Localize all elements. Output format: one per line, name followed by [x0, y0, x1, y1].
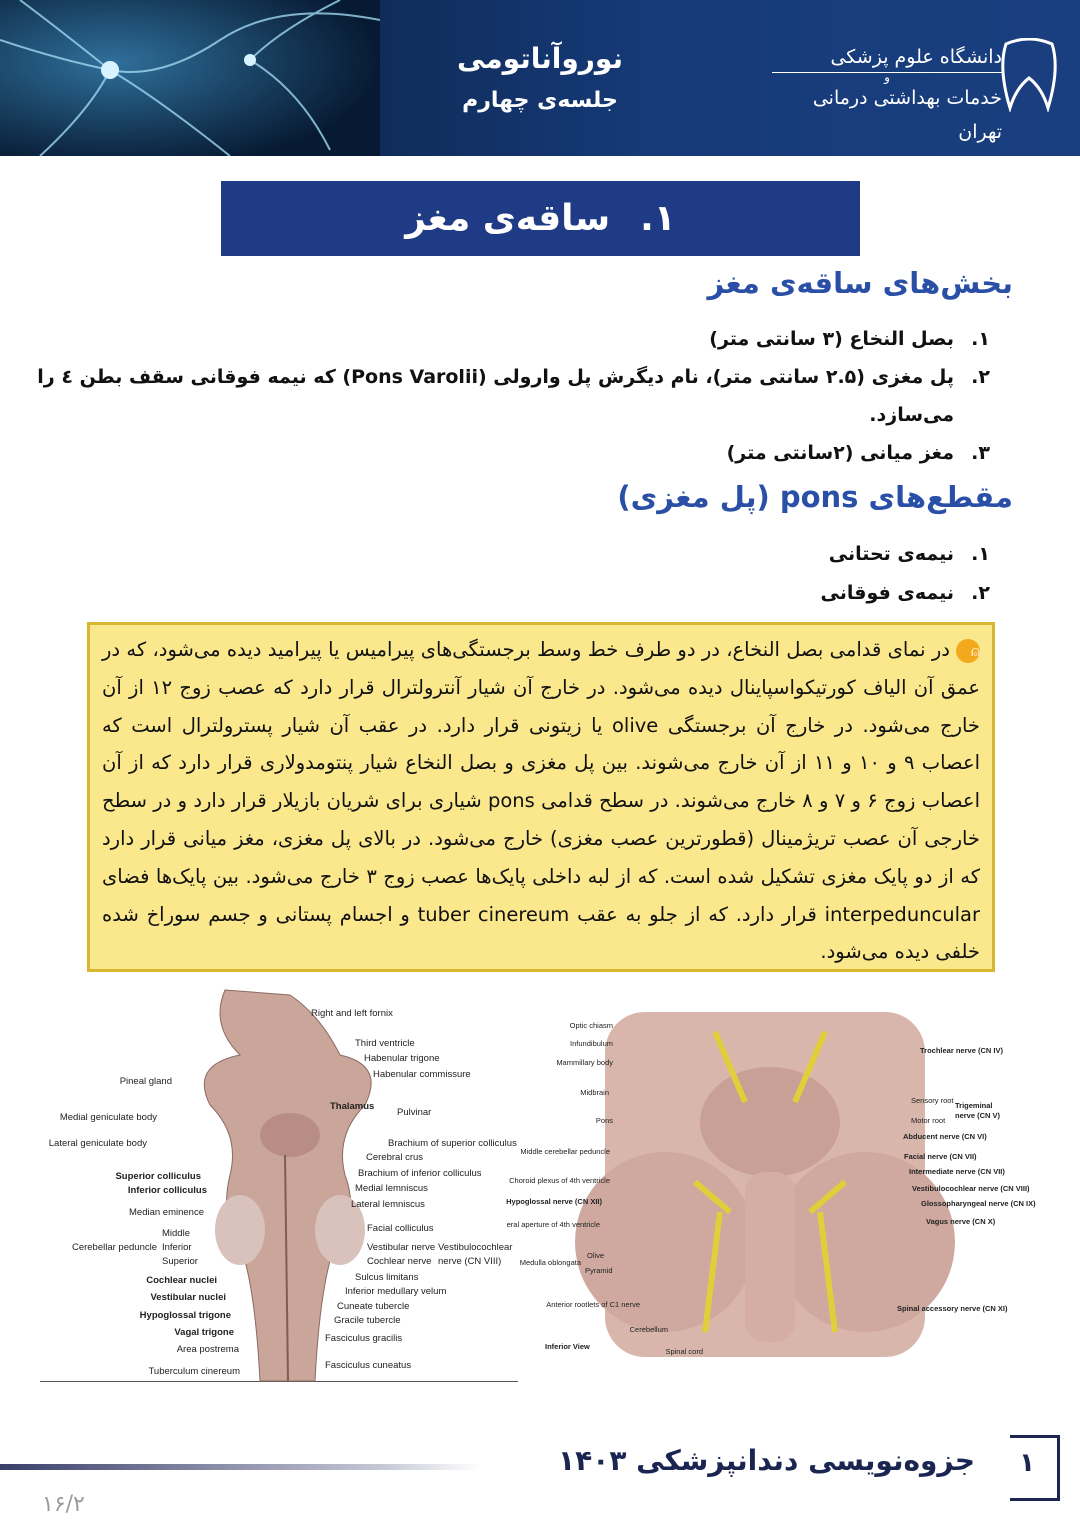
list-item	[821, 582, 990, 604]
figure-label: Cerebellar peduncle	[71, 1242, 157, 1253]
footer-divider	[0, 1464, 480, 1470]
figure-label: Fasciculus gracilis	[325, 1333, 403, 1344]
figure-label: Lateral lemniscus	[351, 1199, 425, 1210]
figure-label: Sulcus limitans	[355, 1272, 419, 1283]
figure-label: Pons	[595, 1116, 613, 1125]
figure-label: Vestibular nuclei	[150, 1292, 226, 1303]
figure-label: Trigeminal	[955, 1101, 993, 1110]
figure-label: Fasciculus cuneatus	[325, 1360, 412, 1371]
session-title: جلسه‌ی چهارم	[462, 88, 618, 113]
figure-label: eral aperture of 4th ventricle	[506, 1220, 600, 1229]
section-title-text: ساقه‌ی مغز	[405, 198, 611, 239]
neuron-banner-image	[0, 0, 380, 156]
figure-label: Medial geniculate body	[59, 1112, 157, 1123]
figure-label: Hypoglossal trigone	[139, 1310, 231, 1321]
figure-label: Cochlear nuclei	[146, 1275, 217, 1286]
item-number: ۲.	[971, 582, 990, 604]
item-text: نیمه‌ی فوقانی	[820, 582, 954, 604]
figure-label: Choroid plexus of 4th ventricle	[509, 1176, 610, 1185]
figure-label: Olive	[587, 1251, 605, 1260]
figure-label: Cuneate tubercle	[337, 1301, 410, 1312]
item-text: نیمه‌ی تحتانی	[828, 543, 954, 565]
figure-label: Thalamus	[330, 1101, 375, 1112]
figure-label: Glossopharyngeal nerve (CN IX)	[921, 1199, 1036, 1208]
figure-label: Spinal cord	[665, 1347, 703, 1356]
section-number: ۱.	[640, 198, 676, 239]
list-item	[829, 543, 990, 565]
figure-label: nerve (CN V)	[955, 1111, 1001, 1120]
figure-label: Superior colliculus	[115, 1171, 201, 1182]
figure-label: Spinal accessory nerve (CN XI)	[897, 1304, 1008, 1313]
figure-label: Vestibulocochlear	[438, 1242, 513, 1253]
course-title: نوروآناتومی	[457, 42, 623, 75]
figure-label: Medulla oblongata	[519, 1258, 581, 1267]
list-item-continuation: می‌سازد.	[869, 404, 954, 426]
brainstem-dorsal-figure	[40, 985, 518, 1382]
figure-label: Habenular trigone	[364, 1053, 440, 1064]
figure-label: Cerebral crus	[366, 1152, 424, 1163]
figure-label: Habenular commissure	[373, 1069, 471, 1080]
figure-label: Inferior colliculus	[127, 1185, 207, 1196]
figure-label: Right and left fornix	[311, 1008, 393, 1019]
page-number: ۱	[1019, 1448, 1035, 1478]
item-text: بصل النخاع (۳ سانتی متر)	[709, 328, 954, 350]
page-fraction: ۱۶/۲	[42, 1492, 85, 1517]
figure-label: Intermediate nerve (CN VII)	[909, 1167, 1005, 1176]
brainstem-dorsal-illustration	[40, 985, 518, 1382]
figure-label: Middle	[162, 1228, 190, 1239]
figure-label: Vagus nerve (CN X)	[926, 1217, 996, 1226]
item-number: ۳.	[971, 442, 990, 464]
footer-title: جزوه‌نویسی دندانپزشکی ۱۴۰۳	[558, 1444, 975, 1477]
figure-label: Midbrain	[580, 1088, 609, 1097]
list-item	[709, 328, 990, 350]
figure-label: Infundibulum	[570, 1039, 613, 1048]
figure-label: Third ventricle	[355, 1038, 415, 1049]
figure-label: Inferior View	[545, 1342, 590, 1351]
figure-label: Cochlear nerve	[367, 1256, 432, 1267]
figure-label: Vestibulocochlear nerve (CN VIII)	[912, 1184, 1030, 1193]
figure-label: Lateral geniculate body	[48, 1138, 147, 1149]
figure-label: Vagal trigone	[174, 1327, 234, 1338]
university-line-2: و	[884, 70, 890, 84]
tooth-logo-icon	[998, 38, 1060, 112]
figure-label: Brachium of inferior colliculus	[358, 1168, 482, 1179]
figure-label: Optic chiasm	[569, 1021, 613, 1030]
page-header	[0, 0, 1080, 156]
figure-label: Pulvinar	[397, 1107, 432, 1118]
university-line-3: خدمات بهداشتی درمانی تهران	[812, 87, 1002, 143]
figure-label: Medial lemniscus	[355, 1183, 428, 1194]
figure-label: Inferior	[162, 1242, 192, 1253]
figure-label: nerve (CN VIII)	[438, 1256, 502, 1267]
tooth-icon: ⍝	[956, 639, 980, 663]
pons-sections-heading: مقطع‌های pons (پل مغزی)	[617, 480, 1013, 514]
figure-label: Hypoglossal nerve (CN XII)	[506, 1197, 602, 1206]
university-line-1: دانشگاه علوم پزشکی	[772, 42, 1002, 73]
item-text: مغز میانی (۲سانتی متر)	[726, 442, 954, 464]
figure-label: Area postrema	[176, 1344, 239, 1355]
figure-label: Abducent nerve (CN VI)	[903, 1132, 987, 1141]
figure-label: Trochlear nerve (CN IV)	[920, 1046, 1003, 1055]
figure-label: Tuberculum cinereum	[148, 1366, 240, 1377]
brainstem-parts-heading: بخش‌های ساقه‌ی مغز	[707, 266, 1013, 300]
list-item	[37, 366, 990, 388]
figure-label: Motor root	[911, 1116, 946, 1125]
figure-label: Pyramid	[585, 1266, 613, 1275]
figure-label: Cerebellum	[629, 1325, 668, 1334]
university-name	[772, 42, 1002, 149]
section-title	[221, 181, 860, 256]
figure-label: Superior	[162, 1256, 198, 1267]
figure-label: Gracile tubercle	[334, 1315, 401, 1326]
item-text: پل مغزی (۲.۵ سانتی متر)، نام دیگرش پل وارولی (Pons Varolii) که نیمه فوقانی سقف بطن ٤ را	[37, 366, 954, 388]
figure-label: Middle cerebellar peduncle	[520, 1147, 610, 1156]
figure-label: Facial colliculus	[367, 1223, 434, 1234]
list-item	[727, 442, 990, 464]
item-number: ۲.	[971, 366, 990, 388]
figure-label: Sensory root	[911, 1096, 954, 1105]
item-number: ۱.	[971, 328, 990, 350]
item-number: ۱.	[971, 543, 990, 565]
figure-label: Inferior medullary velum	[345, 1286, 447, 1297]
figure-label: Facial nerve (CN VII)	[904, 1152, 977, 1161]
figure-label: Anterior rootlets of C1 nerve	[546, 1300, 640, 1309]
figure-label: Mammillary body	[556, 1058, 613, 1067]
figure-label: Pineal gland	[119, 1076, 172, 1087]
figure-label: Median eminence	[129, 1207, 204, 1218]
figure-label: Vestibular nerve	[367, 1242, 436, 1253]
note-box	[87, 622, 995, 972]
figure-label: Brachium of superior colliculus	[388, 1138, 517, 1149]
note-text: در نمای قدامی بصل النخاع، در دو طرف خط وسط برجستگی‌های پیرامیس یا پیرامید دیده می‌شود، که در عمق آن الیاف کورتیکواسپاینال دیده می‌شود. در خارج آن شیار آنترولترال قرار دارد که عصب زوج ۱۲ از آن خارج می‌شود. در خارج آن برجستگی olive یا زیتونی قرار دارد. در عقب آن شیار پسترولترال است که اعصاب ۹ و ۱۰ و ۱۱ از آن خارج می‌شوند. بین پل مغزی و بصل النخاع شیار پنتومدولاری قرار دارد که از آن اعصاب زوج ۶ و ۷ و ۸ خارج می‌شوند. در سطح قدامی pons شیاری برای شریان بازیلار قرار دارد و در سطح خارجی آن عصب تریژمینال (قطورترین عصب مغزی) خارج می‌شود. در بالای پل مغزی، مغز میانی قرار دارد که از دو پایک مغزی تشکیل شده است. که از لبه داخلی پایک‌ها عصب زوج ۳ خارج می‌شود. بین پایک‌ها فضای interpeduncular قرار دارد. که از جلو به عقب tuber cinereum و اجسام پستانی و جسم سوراخ شده خلفی دیده می‌شود.	[102, 638, 980, 964]
